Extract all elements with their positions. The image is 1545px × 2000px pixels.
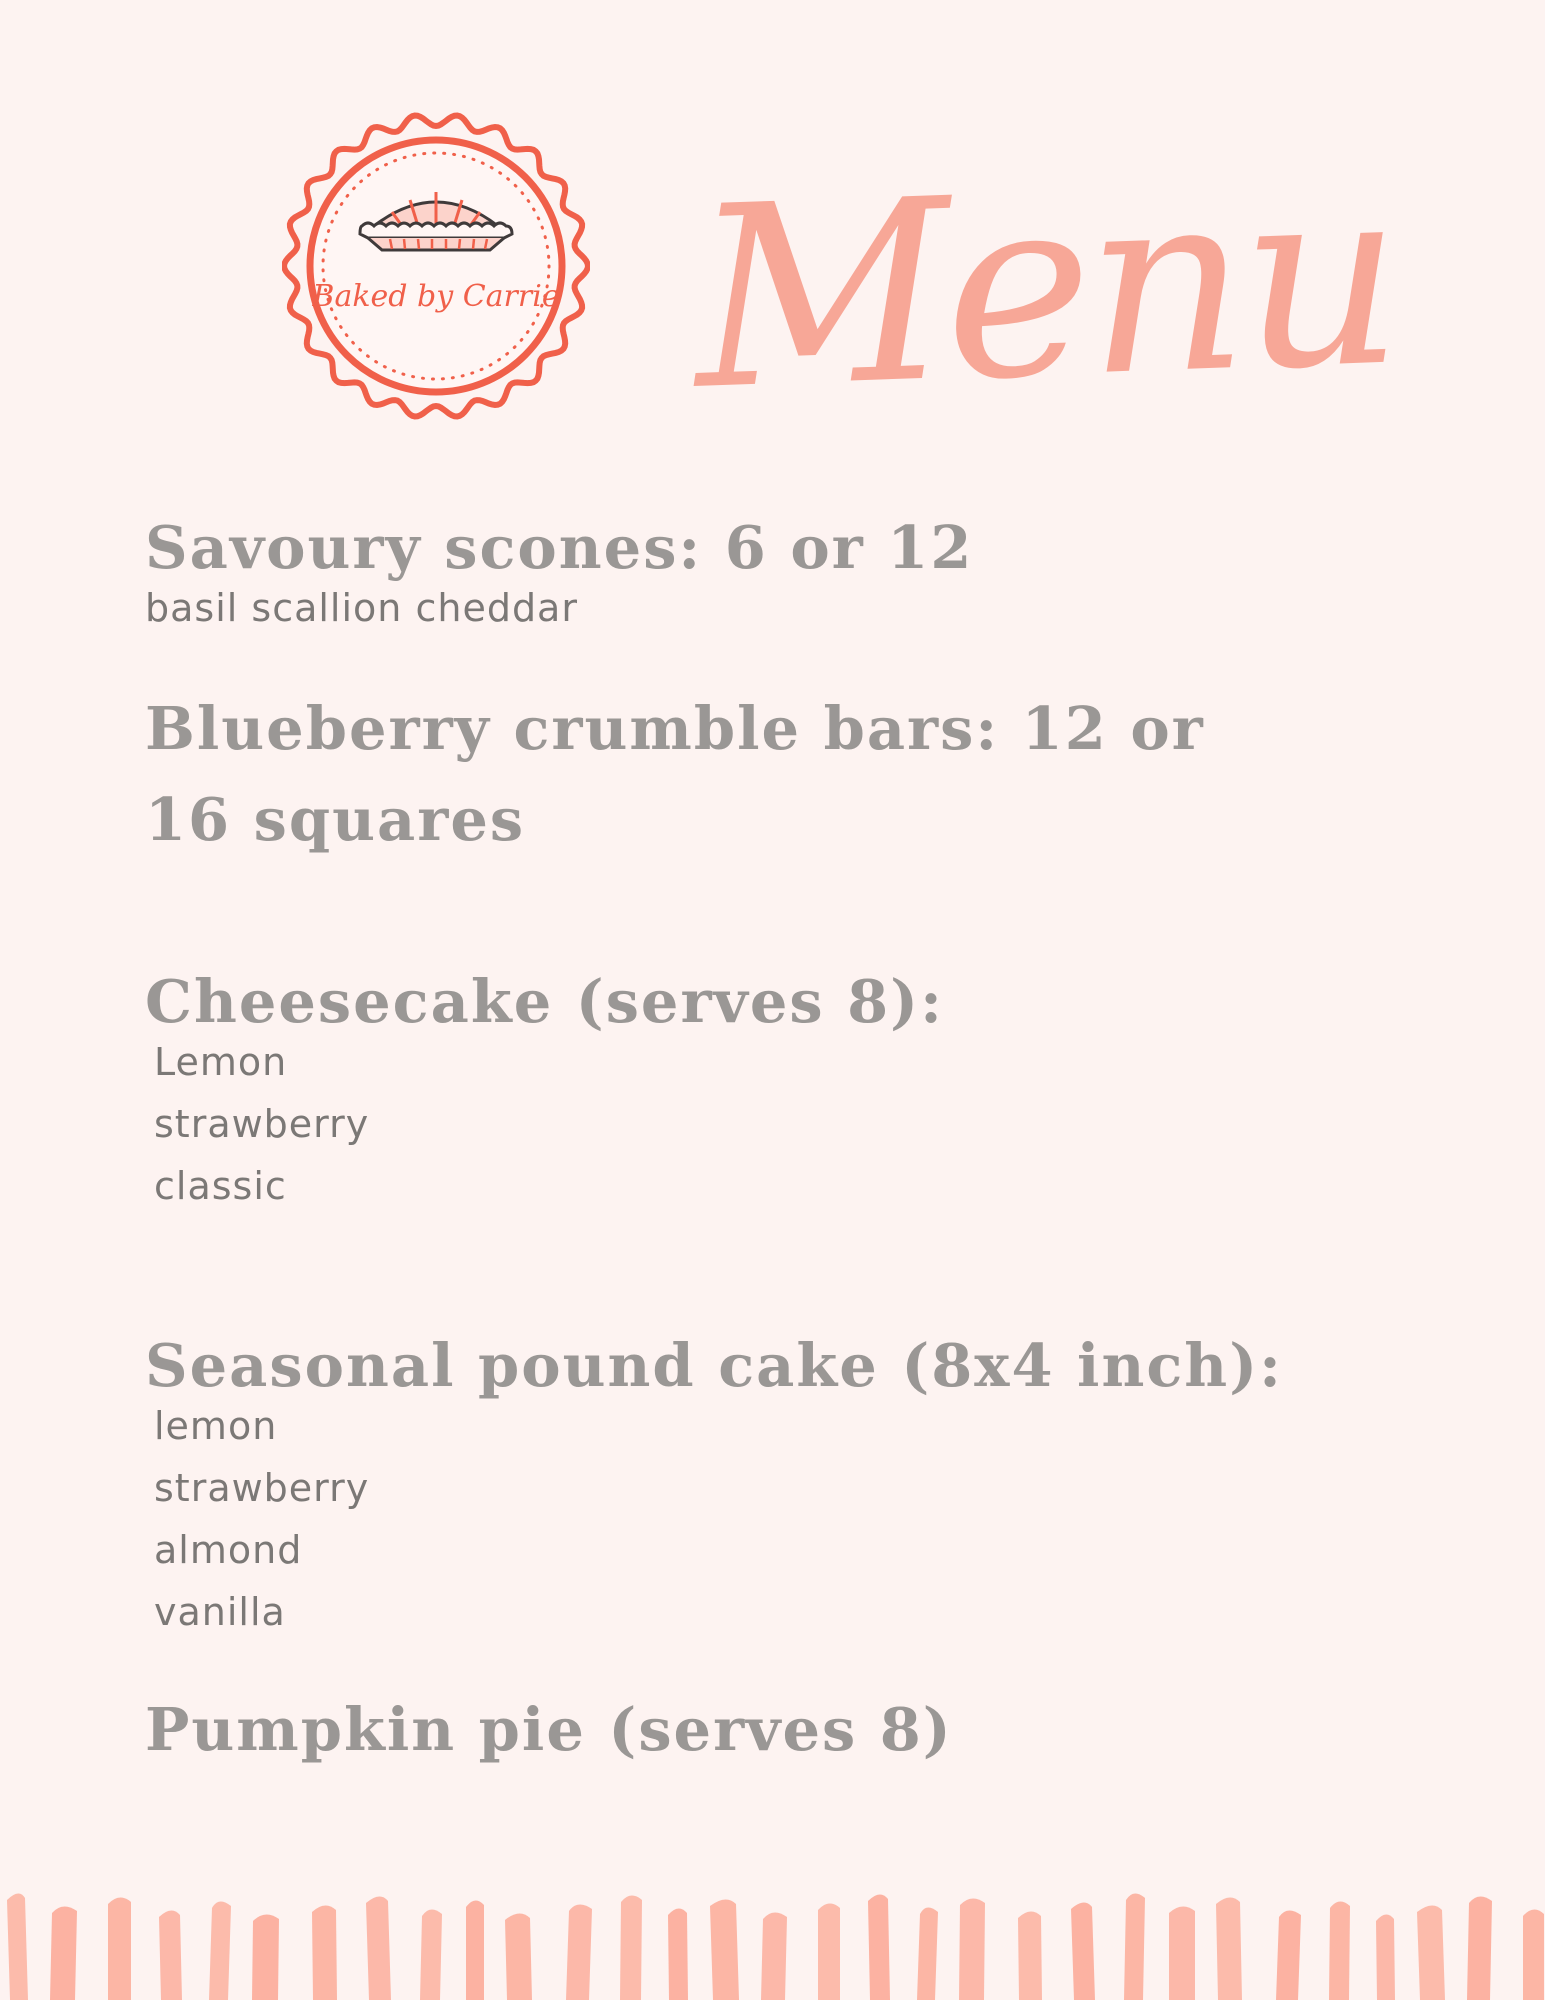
menu-item-option: basil scallion cheddar [145, 586, 578, 630]
stripe [761, 1912, 787, 2000]
stripe [366, 1896, 391, 2000]
stripe [1018, 1911, 1042, 2000]
stripe [7, 1893, 28, 2000]
page-title: Menu [689, 129, 1401, 445]
stripe [159, 1910, 182, 2000]
option-list [145, 1395, 1495, 1643]
logo-text: Baked by Carrie [312, 279, 560, 314]
menu-item-option: strawberry [154, 1102, 370, 1146]
stripe [1071, 1902, 1095, 2000]
stripe [312, 1905, 337, 2000]
menu-item-heading: Seasonal pound cake (8x4 inch): [145, 1331, 1283, 1400]
menu-item-option: classic [154, 1164, 287, 1208]
stripe [868, 1894, 890, 2000]
menu-item-option: lemon [154, 1404, 278, 1448]
menu-item-option: almond [154, 1528, 303, 1572]
stripe [108, 1897, 131, 2000]
stripe [1169, 1906, 1195, 2000]
stripe [1329, 1901, 1350, 2000]
stripe [1467, 1896, 1492, 2000]
stripe [1376, 1914, 1395, 2000]
stripe [420, 1909, 442, 2000]
menu-item-heading: Savoury scones: 6 or 12 [145, 513, 974, 582]
stripe [1417, 1905, 1445, 2000]
stripe [466, 1900, 484, 2000]
menu-item-pumpkin-pie [145, 1684, 1445, 1775]
menu-item-blueberry-bars [145, 683, 1275, 865]
stripe [959, 1898, 985, 2000]
stripe [1276, 1910, 1301, 2000]
menu-item-option: vanilla [154, 1590, 286, 1634]
option-list [145, 1031, 1445, 1217]
menu-item-heading: Cheesecake (serves 8): [145, 967, 944, 1036]
stripe [917, 1907, 938, 2000]
stripe [668, 1908, 688, 2000]
stripe [1523, 1909, 1544, 2000]
decorative-stripes [0, 1888, 1545, 2000]
stripe [1216, 1897, 1242, 2000]
stripe [505, 1913, 532, 2000]
stripe [209, 1901, 231, 2000]
stripe [818, 1903, 840, 2000]
menu-item-heading: Pumpkin pie (serves 8) [145, 1695, 953, 1764]
stripe [1124, 1893, 1145, 2000]
stripe [252, 1914, 279, 2000]
stripe [620, 1895, 642, 2000]
menu-item-cheesecake [145, 956, 1445, 1217]
menu-item-heading: Blueberry crumble bars: 12 or 16 squares [145, 694, 1205, 854]
stripe [566, 1904, 592, 2000]
stripe [710, 1899, 739, 2000]
stripe [50, 1906, 77, 2000]
menu-item-pound-cake [145, 1320, 1495, 1643]
menu-item-option: strawberry [154, 1466, 370, 1510]
bakery-logo [282, 108, 590, 424]
menu-item-scones [145, 502, 1445, 639]
menu-item-option: Lemon [154, 1040, 288, 1084]
